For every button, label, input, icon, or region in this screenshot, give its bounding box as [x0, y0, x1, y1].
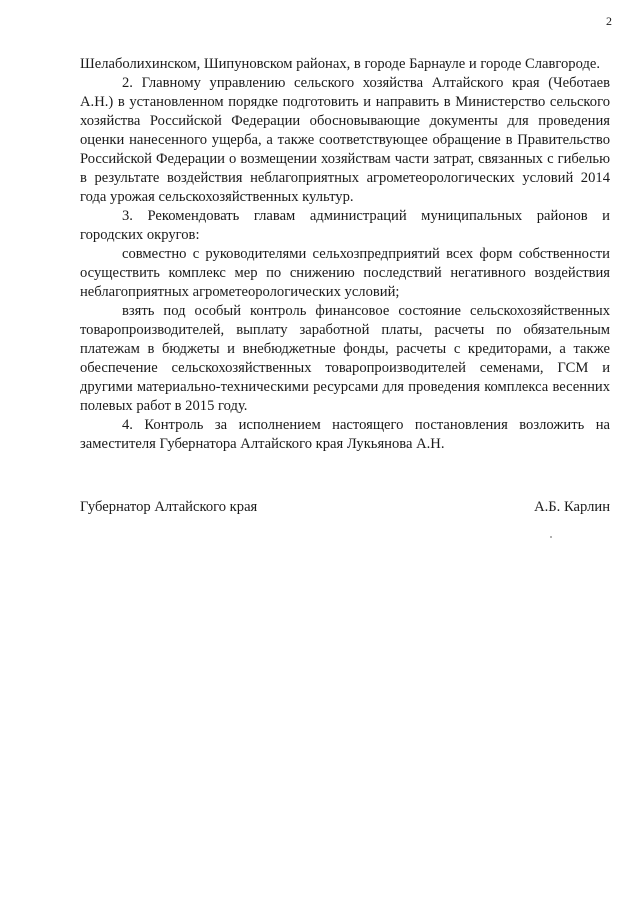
paragraph: 2. Главному управлению сельского хозяйства Алтайского края (Чеботаев А.Н.) в установленном порядке подготовить и направить в Министерство сельского хозяйства Российской Федерации обосновывающие документы для проведения оценки нанесенного ущерба, а также соответствующее обращение в Правительство Российской Федерации о возмещении хозяйствам части затрат, связанных с гибелью в результате воздействия неблагоприятных агрометеорологических условий 2014 года урожая сельскохозяйственных культур. [80, 75, 610, 205]
document-body [80, 55, 610, 454]
signature-block [80, 498, 610, 517]
paragraph: 3. Рекомендовать главам администраций муниципальных районов и городских округов: [80, 208, 610, 243]
paragraph: взять под особый контроль финансовое состояние сельскохозяйственных товаропроизводителей, выплату заработной платы, расчеты по обязательным платежам в бюджеты и внебюджетные фонды, расчеты с кредиторами, а также обеспечение сельскохозяйственных товаропроизводителей семенами, ГСМ и другими материально-техническими ресурсами для проведения комплекса весенних полевых работ в 2015 году. [80, 303, 610, 414]
paragraph: 4. Контроль за исполнением настоящего постановления возложить на заместителя Губернатора Алтайского края Лукьянова А.Н. [80, 417, 610, 452]
page-number: 2 [606, 14, 612, 28]
signatory-name: А.Б. Карлин [534, 499, 610, 515]
paragraph: совместно с руководителями сельхозпредприятий всех форм собственности осуществить комплекс мер по снижению последствий негативного воздействия неблагоприятных агрометеорологических условий; [80, 246, 610, 300]
signatory-position: Губернатор Алтайского края [80, 499, 258, 515]
paragraph: Шелаболихинском, Шипуновском районах, в городе Барнауле и городе Славгороде. [80, 56, 600, 72]
scan-speck [550, 536, 552, 538]
